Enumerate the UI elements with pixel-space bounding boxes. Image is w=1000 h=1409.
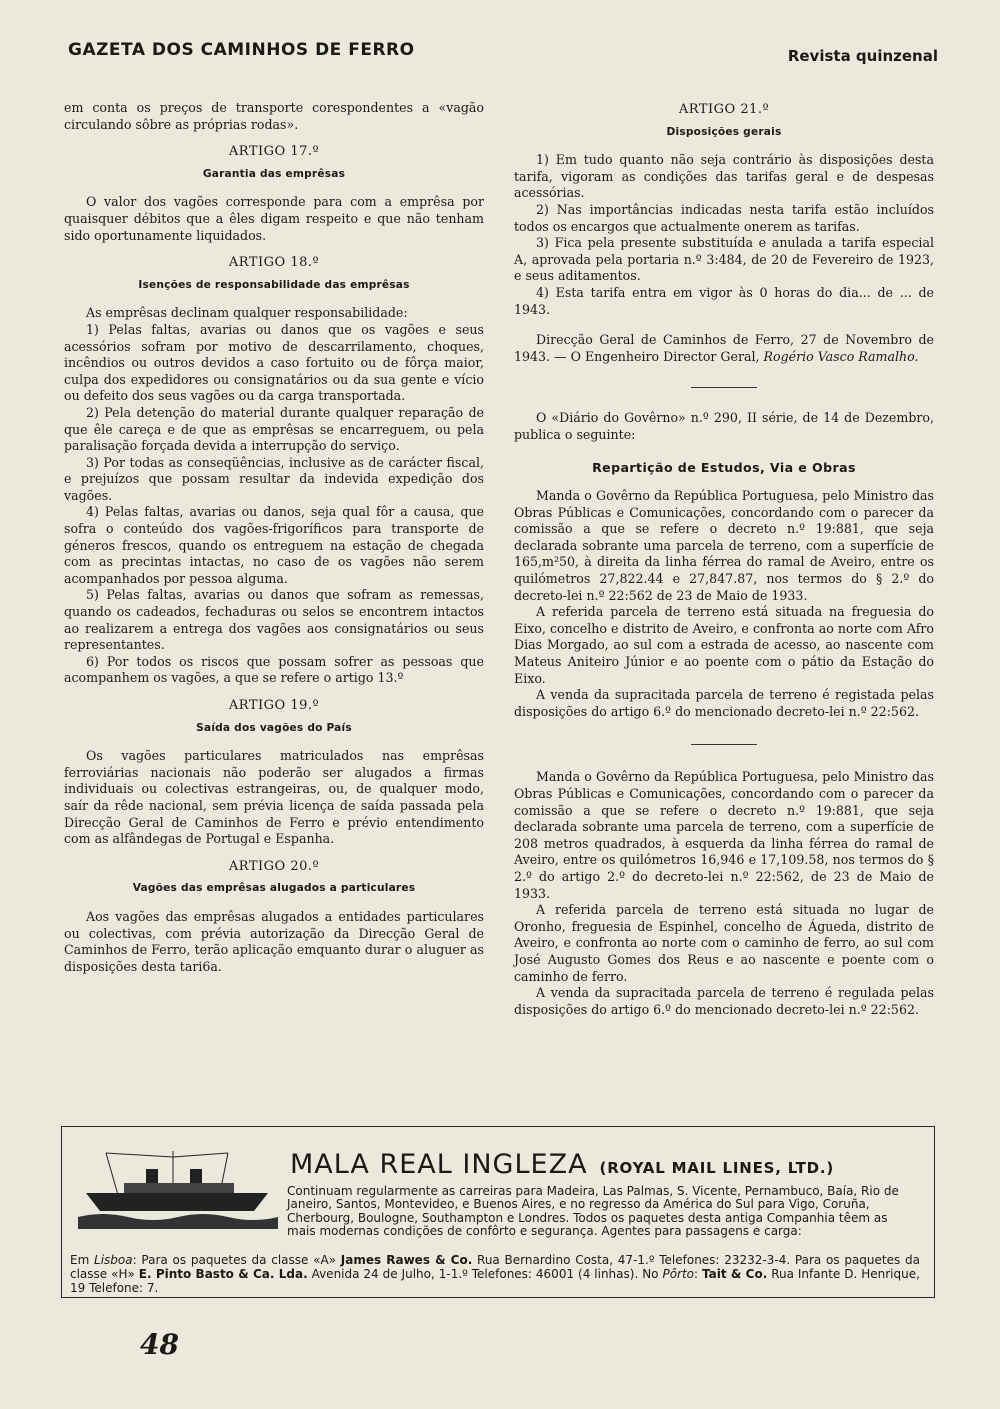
article-21-paragraph: 3) Fica pela presente substituída e anulada a tarifa especial A, aprovada pela portaria n.º 3:484, de 20 de Fevereiro de 1923, e seus aditamentos. — [514, 235, 934, 284]
block1-paragraph: A venda da supracitada parcela de terreno é registada pelas disposições do artigo 6.º do mencionado decreto-lei n.º 22:562. — [514, 687, 934, 719]
article-21-paragraph: 4) Esta tarifa entra em vigor às 0 horas do dia... de ... de 1943. — [514, 284, 934, 317]
block2-paragraph: A venda da supracitada parcela de terreno é regulada pelas disposições do artigo 6.º do mencionado decreto-lei n.º 22:562. — [514, 985, 934, 1017]
ad-agent-name: E. Pinto Basto & Ca. Lda. — [138, 1267, 308, 1281]
article-18-paragraph: 1) Pelas faltas, avarias ou danos que os vagões e seus acessórios sofram por motivo de descarrilamento, choques, incêndios ou outros devidos a caso fortuito ou de fôrça maior, culpa dos expedidores ou consignatários ou da sua gente e vício ou defeito dos seus vagões ou da carga transportada. — [64, 321, 484, 404]
advertisement-box — [61, 1126, 935, 1298]
steamship-icon — [78, 1147, 278, 1229]
ad-text: : — [694, 1267, 699, 1281]
article-18-subtitle: Isenções de responsabilidade das emprêsas — [138, 278, 410, 291]
ad-title-sub: (ROYAL MAIL LINES, LTD.) — [599, 1159, 835, 1177]
article-18-heading: ARTIGO 18.º — [228, 255, 320, 271]
ad-city-lisboa: Lisboa — [94, 1253, 133, 1267]
ad-text: Em — [70, 1253, 90, 1267]
article-17-heading: ARTIGO 17.º — [228, 144, 320, 160]
article-21-heading: ARTIGO 21.º — [678, 102, 770, 117]
journal-subtitle: Revista quinzenal — [787, 47, 938, 65]
article-21-paragraph: 2) Nas importâncias indicadas nesta tarifa estão incluídos todos os encargos que actualmente onerem as tarifas. — [514, 201, 934, 234]
ad-text: : Para os paquetes da classe «A» — [132, 1253, 337, 1267]
block1-paragraph: Manda o Govêrno da República Portuguesa, pelo Ministro das Obras Públicas e Comunicações, concordando com o parecer da comissão a que se refere o decreto n.º 19:881, que seja declarada sobrante uma parcela de terreno, com a superfície de 165,m²50, à direita da linha férrea do ramal de Aveiro, entre os quilómetros 27,822.44 e 27,847.87, nos termos do § 2.º do decreto-lei n.º 22:562 de 23 de Maio de 1933. — [514, 488, 934, 603]
signature-paragraph — [514, 332, 934, 365]
article-18-paragraph: 5) Pelas faltas, avarias ou danos que sofram as remessas, quando os cadeados, fechaduras ou selos se encontrem intactos ao realizarem a entrega dos vagões aos consignatários ou seus representantes. — [64, 587, 484, 653]
ad-text: Avenida 24 de Julho, 1-1.º Telefones: 46001 (4 linhas). No — [311, 1267, 659, 1281]
article-21-subtitle: Disposições gerais — [666, 125, 782, 138]
ad-agent-name: Tait & Co. — [702, 1267, 768, 1281]
block2-paragraph: Manda o Govêrno da República Portuguesa, pelo Ministro das Obras Públicas e Comunicações, concordando com o parecer da comissão a que se refere o decreto n.º 19:881, que seja declarada sobrante uma parcela de terreno, com a superfície de 208 metros quadrados, à esquerda da linha férrea do ramal de Aveiro, entre os quilómetros 16,946 e 17,109.58, nos termos do § 2.º do artigo 2.º do decreto-lei n.º 22:562, de 23 de Maio de 1933. — [514, 769, 934, 901]
journal-title: GAZETA DOS CAMINHOS DE FERRO — [68, 40, 415, 60]
article-17-subtitle: Garantia das emprêsas — [202, 167, 346, 180]
article-18-paragraph: 4) Pelas faltas, avarias ou danos, seja qual fôr a causa, que sofra o conteúdo dos vagões-frigoríficos para transporte de géneros frescos, quando os entreguem na estação de chegada com as precintas intactas, no caso de os vagões não serem acompanhados por pessoa alguma. — [64, 504, 484, 586]
separator-rule — [691, 387, 757, 388]
article-20-paragraph: Aos vagões das emprêsas alugados a entidades particulares ou colectivas, com prévia autorização da Direcção Geral de Caminhos de Ferro, terão aplicação emquanto durar o aluguer as disposições desta tari6a. — [64, 908, 484, 974]
ad-city-porto: Pôrto — [662, 1267, 695, 1281]
article-19-heading: ARTIGO 19.º — [228, 698, 320, 713]
ad-title-main: MALA REAL INGLEZA — [290, 1149, 588, 1180]
article-18-paragraph: As emprêsas declinam qualquer responsabilidade: — [86, 305, 408, 321]
signature-text: Direcção Geral de Caminhos de Ferro, 27 de Novembro de 1943. — O Engenheiro Director Geral, — [514, 332, 934, 364]
right-column — [514, 100, 934, 1018]
ad-agent-name: James Rawes & Co. — [340, 1253, 473, 1267]
article-21-paragraph: 1) Em tudo quanto não seja contrário às disposições desta tarifa, vigoram as condições das tarifas geral e de despesas acessórias. — [514, 152, 934, 201]
article-18-paragraph: 2) Pela detenção do material durante qualquer reparação de que êle careça e de que as emprêsas se encarreguem, ou pela paralisação forçada devida a interrupção do serviço. — [64, 404, 484, 454]
article-19-subtitle: Saída dos vagões do País — [196, 721, 352, 734]
ad-text: Rua Infante D. Henrique, 19 Telefone: 7. — [70, 1267, 920, 1295]
ad-text: Rua Bernardino Costa, 47-1.º Telefones: 23232-3-4. Para os paquetes da classe «H» — [70, 1253, 920, 1281]
separator-rule — [691, 744, 757, 745]
article-20-subtitle: Vagões das emprêsas alugados a particulares — [132, 882, 416, 895]
block1-paragraph: A referida parcela de terreno está situada na freguesia do Eixo, concelho e distrito de Aveiro, e confronta ao norte com Afro Dias Morgado, ao sul com a estrada de acesso, ao nascente com Mateus Aniteiro Júnior e ao poente com o pátio da Estação do Eixo. — [514, 604, 934, 686]
ad-title — [290, 1149, 834, 1180]
diario-intro: O «Diário do Govêrno» n.º 290, II série, de 14 de Dezembro, publica o seguinte: — [514, 410, 934, 442]
block2-paragraph: A referida parcela de terreno está situada no lugar de Oronho, freguesia de Espinhel, concelho de Águeda, distrito de Aveiro, e confronta ao norte com o caminho de ferro, ao sul com José Augusto Gomes dos Reus e ao nascente e poente com o caminho de ferro. — [514, 902, 934, 984]
section-heading: Repartição de Estudos, Via e Obras — [592, 459, 856, 475]
article-19-paragraph: Os vagões particulares matriculados nas emprêsas ferroviárias nacionais não poderão ser alugados a firmas individuais ou colectivas estrangeiras, ou, de qualquer modo, saír da rêde nacional, sem prévia licença de saída passada pela Direcção Geral de Caminhos de Ferro e prévio entendimento com as alfândegas de Portugal e Espanha. — [64, 748, 484, 847]
ad-body: Continuam regularmente as carreiras para Madeira, Las Palmas, S. Vicente, Pernambuco, Baía, Rio de Janeiro, Santos, Montevideo, e Buenos Aires, e no regresso da América do Sul para Vigo, Coruña, Cherbourg, Boulogne, Southampton e Londres. Todos os paquetes desta antiga Companhia têem as mais modernas condições de confôrto e segurança. Agentes para passagens e carga: — [287, 1184, 899, 1239]
page-number: 48 — [140, 1328, 179, 1361]
signature-name: Rogério Vasco Ramalho. — [763, 348, 919, 364]
ad-agents — [70, 1253, 920, 1295]
article-18-paragraph: 6) Por todos os riscos que possam sofrer as pessoas que acompanhem os vagões, a que se refere o artigo 13.º — [64, 653, 484, 686]
article-20-heading: ARTIGO 20.º — [228, 858, 320, 874]
left-column — [64, 100, 484, 975]
article-17-paragraph: O valor dos vagões corresponde para com a emprêsa por quaisquer débitos que a êles digam respeito e que não tenham sido oportunamente liquidados. — [64, 194, 484, 243]
intro-paragraph: em conta os preços de transporte corespondentes a «vagão circulando sôbre as próprias rodas». — [64, 100, 484, 132]
article-18-paragraph: 3) Por todas as conseqüências, inclusive as de carácter fiscal, e prejuízos que possam resultar da indevida expedição dos vagões. — [64, 454, 484, 503]
